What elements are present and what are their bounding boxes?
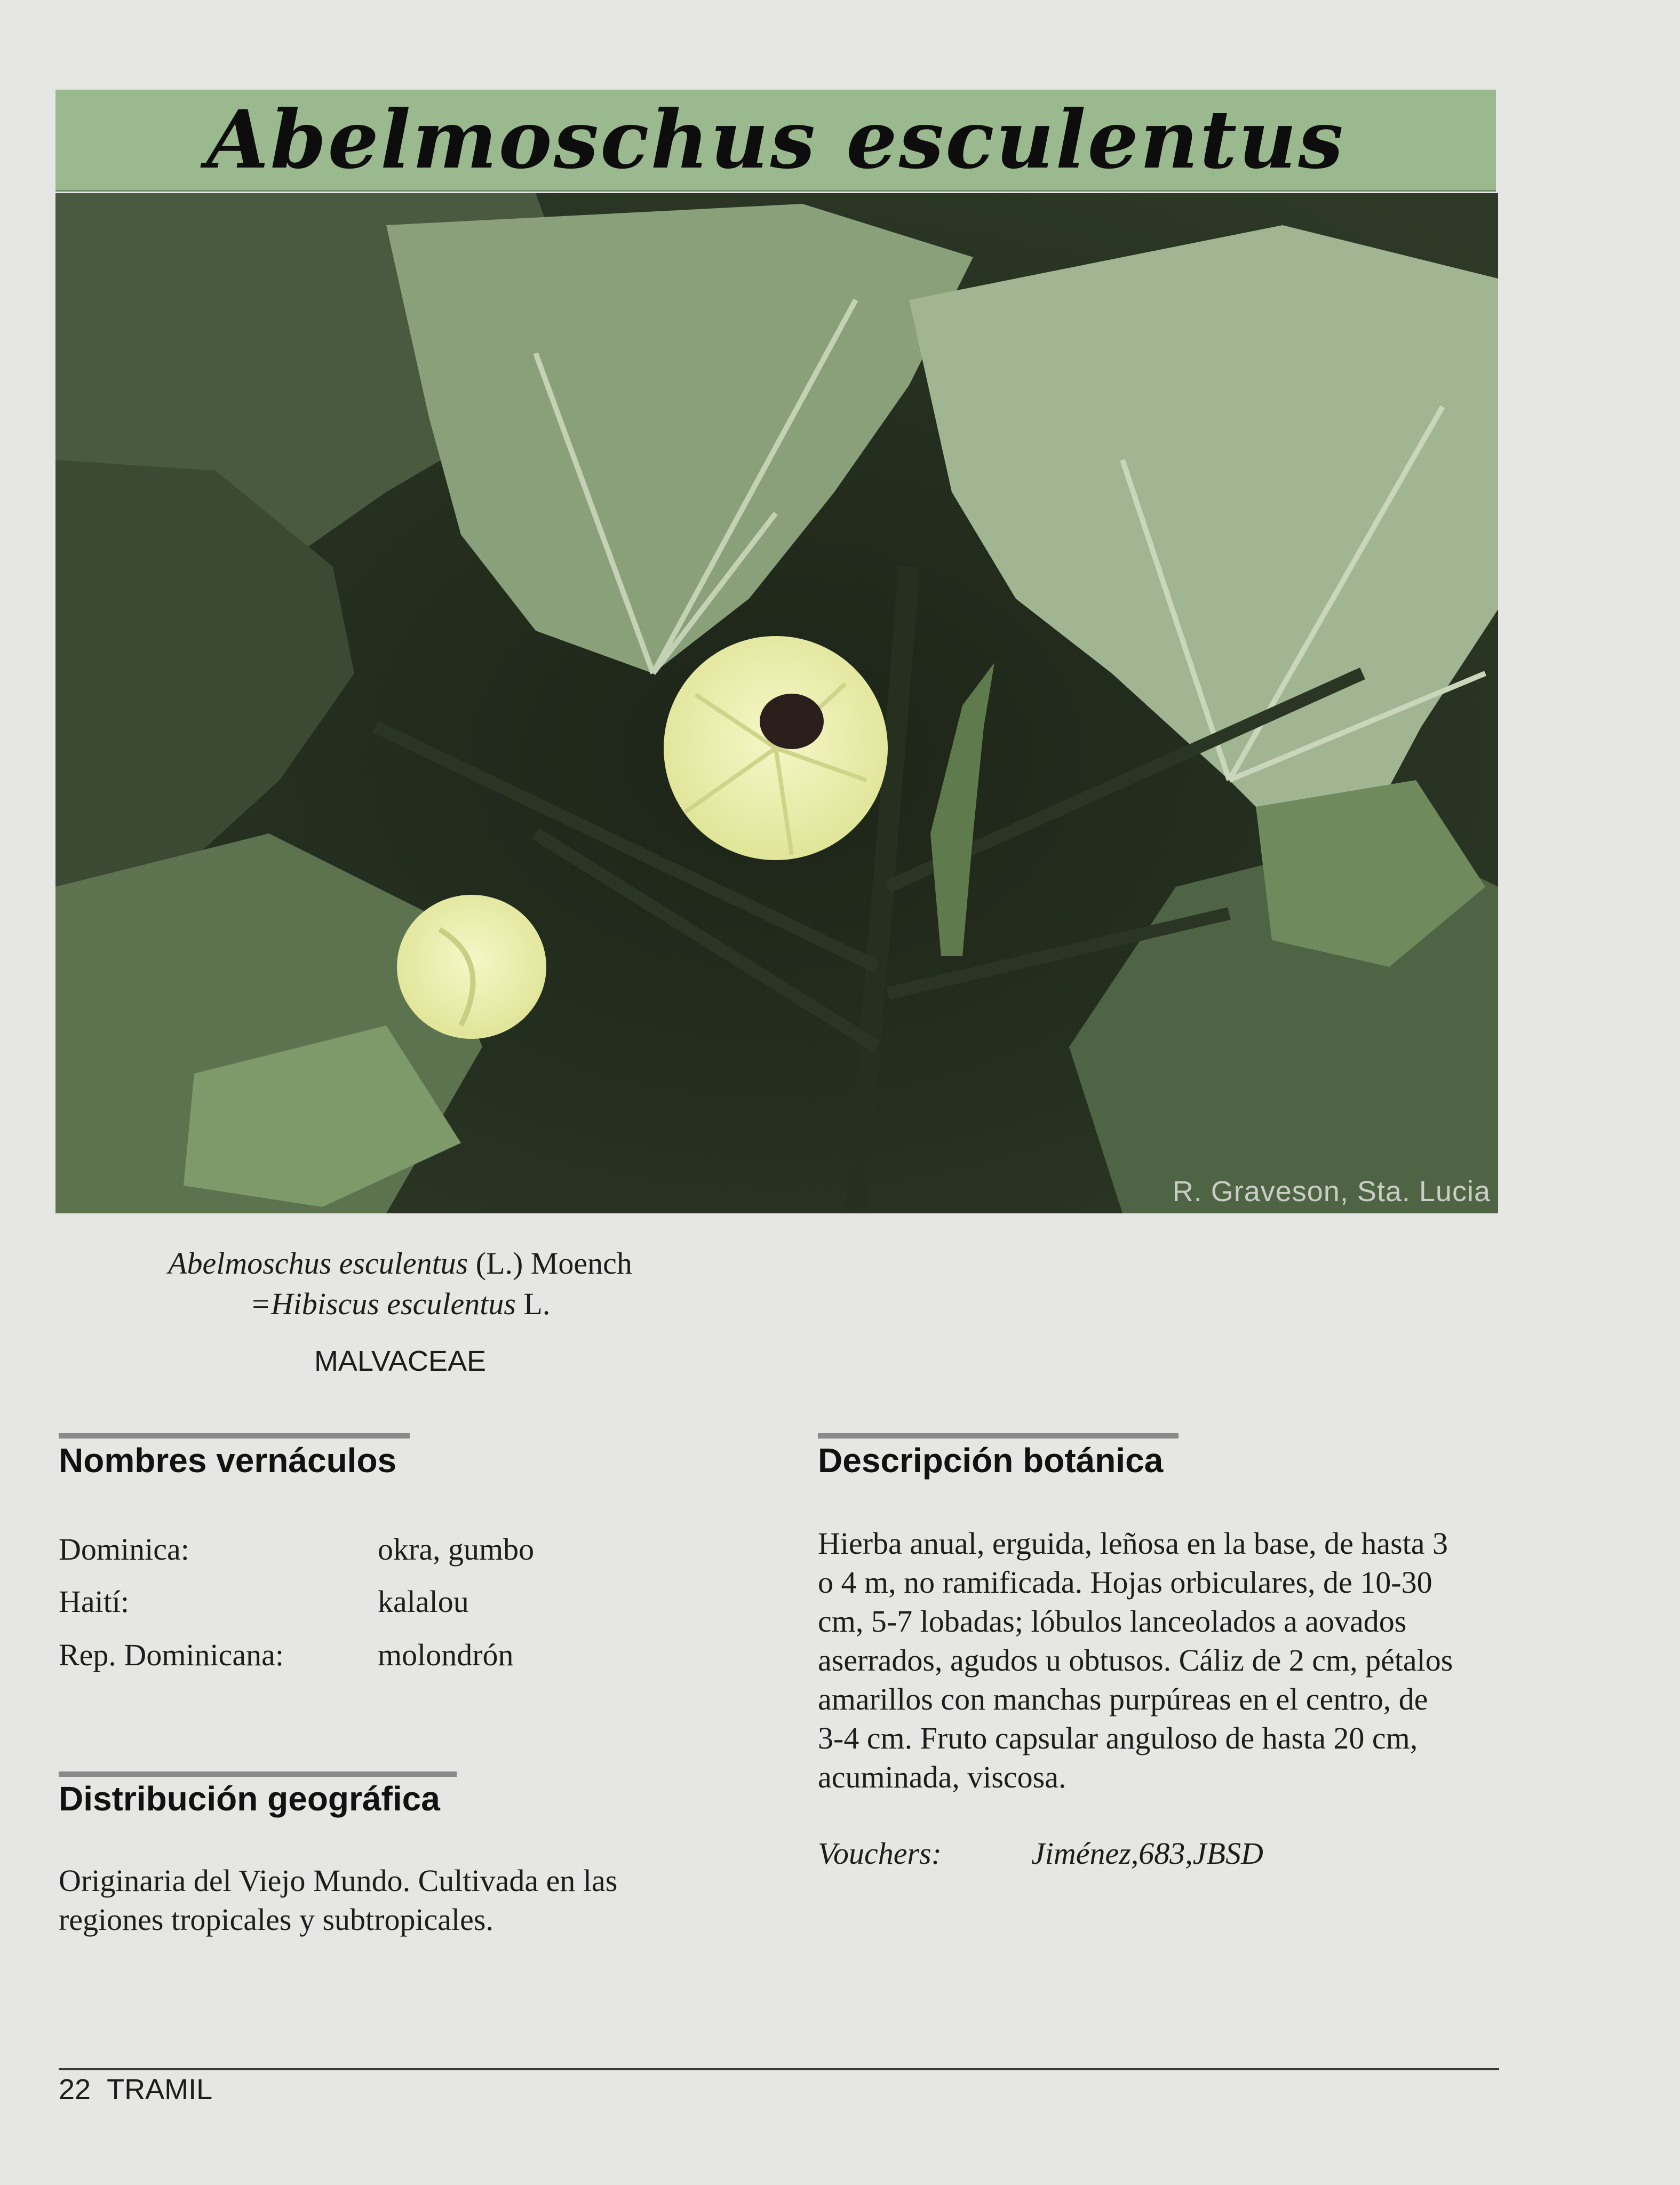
page-title: Abelmoschus esculentus	[206, 93, 1345, 187]
synonym-author: L.	[515, 1286, 551, 1321]
distribution-text	[59, 1861, 710, 1939]
distribution-line: Originaria del Viejo Mundo. Cultivada en las	[59, 1863, 618, 1898]
botanical-heading: Descripción botánica	[818, 1441, 1164, 1480]
vouchers-label: Vouchers:	[818, 1836, 942, 1871]
vernacular-names: kalalou	[378, 1584, 469, 1619]
vernacular-heading: Nombres vernáculos	[59, 1441, 397, 1480]
botanical-line: amarillos con manchas purpúreas en el centro, de	[818, 1682, 1428, 1717]
botanical-line: o 4 m, no ramificada. Hojas orbiculares, de 10-30	[818, 1565, 1432, 1600]
vernacular-names: molondrón	[378, 1638, 514, 1672]
publisher-name: TRAMIL	[107, 2073, 213, 2105]
distribution-heading: Distribución geográfica	[59, 1779, 440, 1818]
page-number: 22	[59, 2073, 91, 2105]
distribution-line: regiones tropicales y subtropicales.	[59, 1902, 493, 1937]
section-rule	[59, 1771, 457, 1777]
section-rule	[59, 1433, 410, 1439]
family-name: MALVACEAE	[314, 1345, 487, 1377]
species-author: (L.) Moench	[468, 1246, 632, 1281]
botanical-line: 3-4 cm. Fruto capsular anguloso de hasta 20 cm,	[818, 1721, 1418, 1755]
section-rule	[818, 1433, 1179, 1439]
title-banner	[55, 90, 1496, 190]
species-caption-line1	[96, 1243, 704, 1284]
botanical-text	[818, 1524, 1511, 1797]
species-name: Abelmoschus esculentus	[168, 1246, 468, 1281]
botanical-line: acuminada, viscosa.	[818, 1760, 1066, 1794]
okra-plant-illustration	[55, 193, 1498, 1213]
plant-photo	[55, 193, 1498, 1213]
vernacular-place: Dominica:	[59, 1532, 189, 1567]
vernacular-place: Haití:	[59, 1584, 130, 1619]
photo-credit: R. Graveson, Sta. Lucia	[1172, 1175, 1491, 1207]
botanical-line: aserrados, agudos u obtusos. Cáliz de 2 cm, pétalos	[818, 1643, 1453, 1678]
vernacular-names: okra, gumbo	[378, 1532, 535, 1567]
botanical-line: cm, 5-7 lobadas; lóbulos lanceolados a aovados	[818, 1604, 1407, 1639]
page-footer	[59, 2073, 212, 2106]
footer-rule	[59, 2068, 1499, 2070]
vernacular-place: Rep. Dominicana:	[59, 1638, 284, 1672]
vouchers-value: Jiménez,683,JBSD	[1031, 1836, 1263, 1871]
synonym-name: =Hibiscus esculentus	[250, 1286, 516, 1321]
species-caption-line2	[96, 1284, 704, 1324]
botanical-line: Hierba anual, erguida, leñosa en la base, de hasta 3	[818, 1526, 1448, 1561]
flower-center	[760, 694, 824, 749]
